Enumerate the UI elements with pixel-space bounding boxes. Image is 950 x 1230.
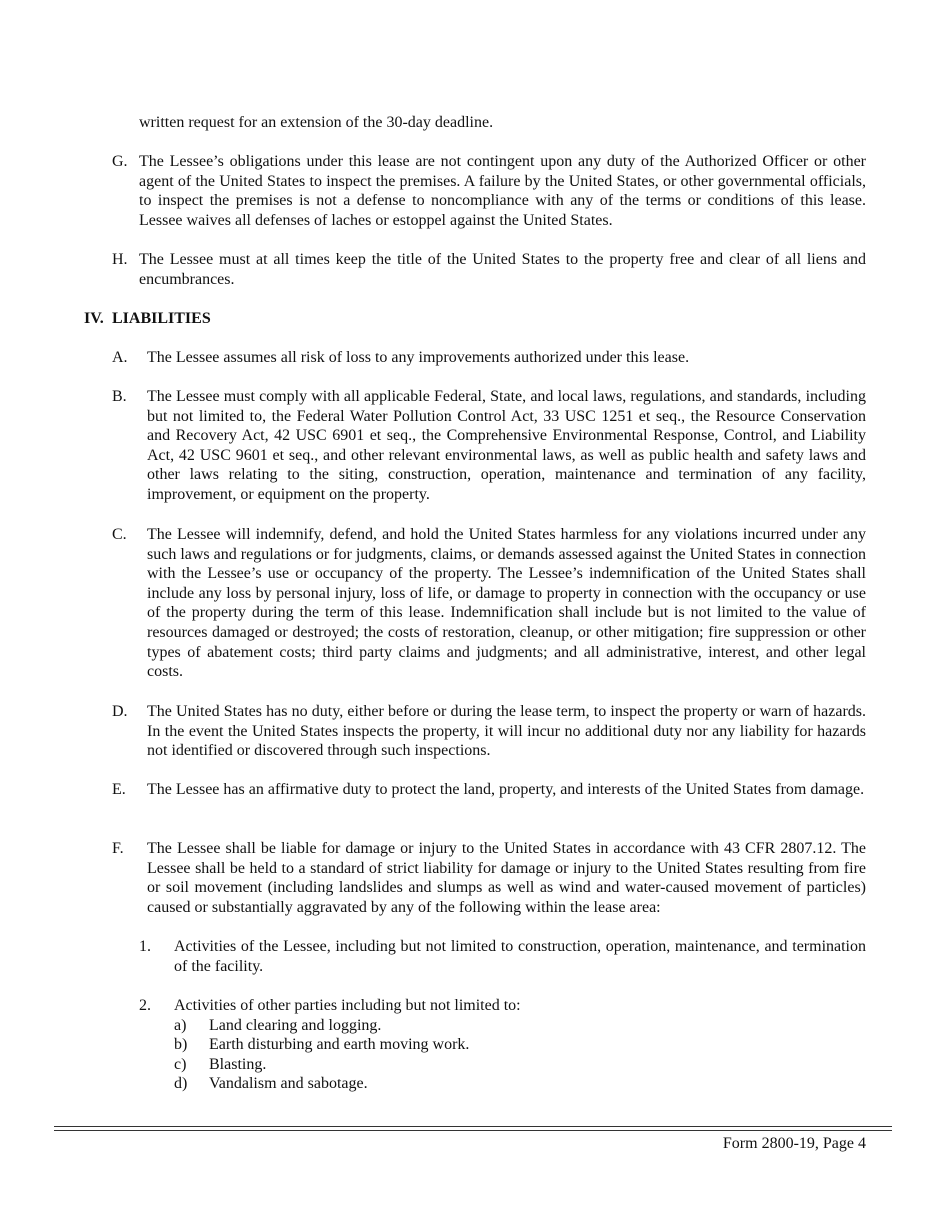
item-f1-text: Activities of the Lessee, including but not limited to construction, operation, maintenance, and termination of the facility.: [174, 938, 866, 975]
item-b-text: The Lessee must comply with all applicable Federal, State, and local laws, regulations, and standards, including but not limited to, the Federal Water Pollution Control Act, 33 USC 1251 et seq., the Resource Conservation and Recovery Act, 42 USC 6901 et seq., the Comprehensive Environmental Response, Control, and Liability Act, 42 USC 9601 et seq., and other relevant environmental laws, as well as public health and safety laws and other laws relating to the siting, construction, operation, maintenance and termination of any facility, improvement, or equipment on the property.: [147, 388, 866, 503]
footer-page-label: Form 2800-19, Page 4: [722, 1135, 866, 1152]
item-b-marker: B.: [112, 388, 127, 405]
sub-c-text: Blasting.: [209, 1056, 267, 1073]
footer-rule-top: [54, 1126, 892, 1127]
item-h-marker: H.: [112, 251, 128, 268]
sub-d-marker: d): [174, 1075, 188, 1092]
sub-b-text: Earth disturbing and earth moving work.: [209, 1036, 470, 1053]
item-h-text: The Lessee must at all times keep the title of the United States to the property free and clear of all liens and encumbrances.: [139, 251, 866, 288]
item-f-text: The Lessee shall be liable for damage or injury to the United States in accordance with 43 CFR 2807.12. The Lessee shall be held to a standard of strict liability for damage or injury to the United States resulting from fire or soil movement (including landslides and slumps as well as wind and water-caused movement of particles) caused or substantially aggravated by any of the following within the lease area:: [147, 840, 866, 916]
sub-d-text: Vandalism and sabotage.: [209, 1075, 368, 1092]
sub-a-marker: a): [174, 1017, 187, 1034]
item-c-marker: C.: [112, 526, 127, 543]
item-a-text: The Lessee assumes all risk of loss to any improvements authorized under this lease.: [147, 349, 690, 366]
continuation-paragraph: written request for an extension of the 30-day deadline.: [139, 114, 494, 131]
sub-a-text: Land clearing and logging.: [209, 1017, 382, 1034]
item-g-text: The Lessee’s obligations under this lease are not contingent upon any duty of the Authorized Officer or other agent of the United States to inspect the premises. A failure by the United States, or other governmental officials, to inspect the premises is not a defense to noncompliance with any of the terms or conditions of this lease. Lessee waives all defenses of laches or estoppel against the United States.: [139, 153, 866, 229]
item-f1-marker: 1.: [139, 938, 151, 955]
footer-rule-bottom: [54, 1130, 892, 1131]
section-number: IV.: [84, 310, 104, 327]
item-d-text: The United States has no duty, either before or during the lease term, to inspect the property or warn of hazards. In the event the United States inspects the property, it will incur no additional duty nor any liability for hazards not identified or discovered through such inspections.: [147, 703, 866, 760]
item-d-marker: D.: [112, 703, 128, 720]
item-e-text: The Lessee has an affirmative duty to protect the land, property, and interests of the United States from damage.: [147, 781, 865, 798]
item-e-marker: E.: [112, 781, 126, 798]
section-title: LIABILITIES: [112, 310, 211, 327]
item-f2-text: Activities of other parties including but not limited to:: [174, 997, 521, 1014]
sub-b-marker: b): [174, 1036, 188, 1053]
item-a-marker: A.: [112, 349, 128, 366]
item-c-text: The Lessee will indemnify, defend, and hold the United States harmless for any violations incurred under any such laws and regulations or for judgments, claims, or demands assessed against the United States in connection with the Lessee’s use or occupancy of the property. The Lessee’s indemnification of the United States shall include any loss by personal injury, loss of life, or damage to property in connection with the occupancy or use of the property during the term of this lease. Indemnification shall include but is not limited to the value of resources damaged or destroyed; the costs of restoration, cleanup, or other mitigation; fire suppression or other types of abatement costs; third party claims and judgments; and all administrative, interest, and other legal costs.: [147, 526, 866, 681]
item-f2-marker: 2.: [139, 997, 151, 1014]
item-f-marker: F.: [112, 840, 124, 857]
sub-c-marker: c): [174, 1056, 187, 1073]
item-g-marker: G.: [112, 153, 128, 170]
